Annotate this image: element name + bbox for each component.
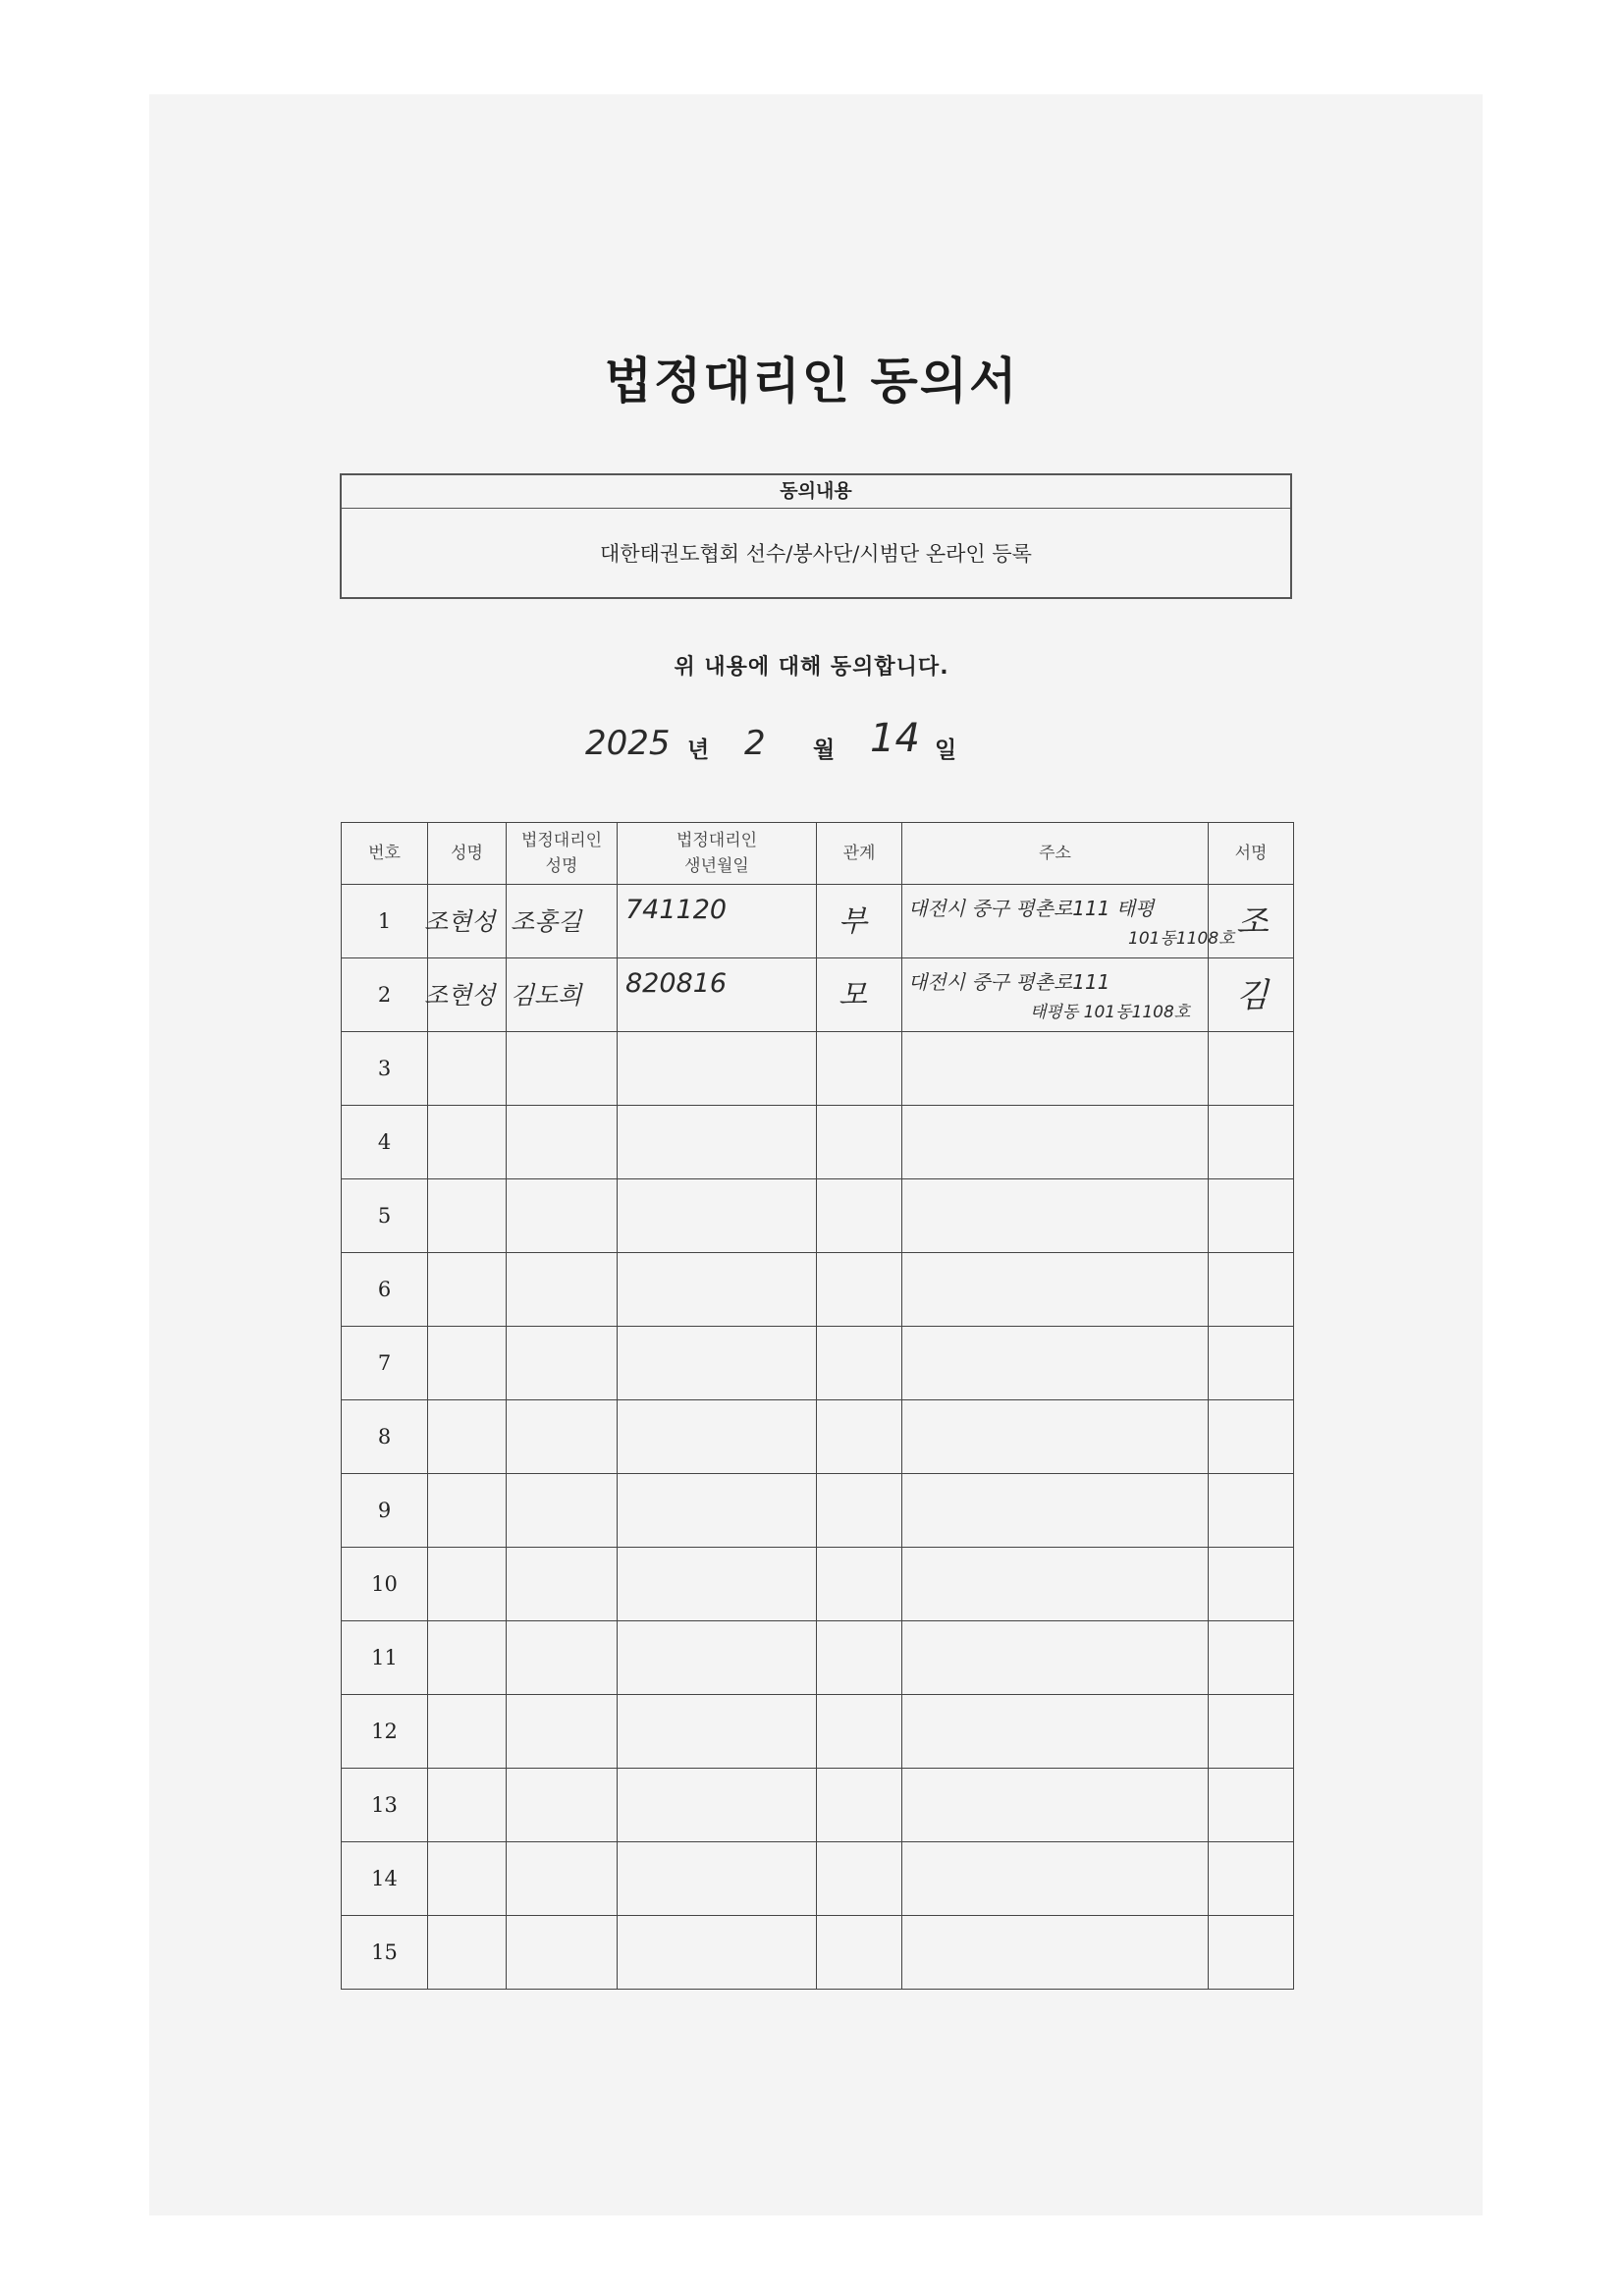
guardian-birth-handwriting: 820816: [625, 968, 728, 999]
name-handwriting: 조현성: [424, 907, 496, 936]
header-guardian-name: [507, 823, 618, 885]
guardian-birth-handwriting: 741120: [625, 895, 728, 925]
row-number-cell: 6: [342, 1253, 428, 1327]
name-cell: [428, 1916, 507, 1990]
address-cell: [902, 1327, 1209, 1400]
signature-cell: [1209, 1327, 1294, 1400]
address-cell: [902, 1548, 1209, 1621]
row-number-cell: 15: [342, 1916, 428, 1990]
table-row: [342, 1621, 1294, 1695]
name-cell: [428, 1695, 507, 1769]
relation-cell: [817, 1548, 902, 1621]
address-cell: [902, 1474, 1209, 1548]
date-line: [579, 716, 1070, 779]
guardian-birth-cell: [618, 1769, 817, 1842]
table-row: [342, 1769, 1294, 1842]
relation-cell: [817, 1695, 902, 1769]
guardian-birth-cell: [618, 1621, 817, 1695]
relation-cell: [817, 1400, 902, 1474]
table-row: [342, 1548, 1294, 1621]
header-guardian-birth-line2: 생년월일: [684, 856, 749, 876]
signature-cell: [1209, 1400, 1294, 1474]
relation-cell: [817, 1327, 902, 1400]
guardian-name-handwriting: 조홍길: [511, 907, 582, 936]
name-cell: [428, 1253, 507, 1327]
table-row: [342, 1400, 1294, 1474]
relation-cell: [817, 1253, 902, 1327]
name-cell: [428, 1327, 507, 1400]
header-signature: 서명: [1209, 823, 1294, 885]
guardian-name-cell: [507, 1769, 618, 1842]
guardian-birth-cell: [618, 885, 817, 958]
guardian-name-cell: [507, 1842, 618, 1916]
table-row: [342, 1474, 1294, 1548]
table-row: [342, 1032, 1294, 1106]
name-cell: [428, 1842, 507, 1916]
address-cell: [902, 1769, 1209, 1842]
guardian-name-cell: [507, 1548, 618, 1621]
guardian-name-handwriting: 김도희: [511, 981, 582, 1010]
name-cell: [428, 1548, 507, 1621]
guardian-birth-cell: [618, 1842, 817, 1916]
address-cell: [902, 1621, 1209, 1695]
table-row: [342, 1179, 1294, 1253]
relation-cell: [817, 1621, 902, 1695]
date-year: 2025: [585, 724, 671, 763]
name-cell: [428, 1769, 507, 1842]
consent-box-content: 대한태권도협회 선수/봉사단/시범단 온라인 등록: [600, 542, 1032, 566]
header-guardian-name-line1: 법정대리인: [520, 831, 603, 850]
consent-box: [340, 473, 1292, 599]
address-cell: [902, 1179, 1209, 1253]
name-cell: [428, 1106, 507, 1179]
address-cell: [902, 958, 1209, 1032]
address-cell: [902, 1400, 1209, 1474]
signature-cell: [1209, 1916, 1294, 1990]
signature-handwriting: 조: [1236, 902, 1269, 942]
relation-cell: [817, 1842, 902, 1916]
relation-cell: [817, 958, 902, 1032]
row-number-cell: 1: [342, 885, 428, 958]
guardian-birth-cell: [618, 1253, 817, 1327]
relation-cell: [817, 1032, 902, 1106]
relation-handwriting: 부: [839, 904, 867, 939]
address-line2-handwriting: 101동1108호: [1128, 929, 1235, 949]
signature-cell: [1209, 1621, 1294, 1695]
guardian-name-cell: [507, 1106, 618, 1179]
signature-cell: [1209, 1253, 1294, 1327]
guardian-name-cell: [507, 1621, 618, 1695]
guardian-name-cell: [507, 1695, 618, 1769]
table-row: [342, 1842, 1294, 1916]
address-cell: [902, 1106, 1209, 1179]
relation-cell: [817, 1769, 902, 1842]
address-cell: [902, 1695, 1209, 1769]
address-cell: [902, 1916, 1209, 1990]
guardian-name-cell: [507, 1400, 618, 1474]
signature-handwriting: 김: [1236, 976, 1269, 1015]
relation-handwriting: 모: [839, 978, 867, 1012]
row-number-cell: 10: [342, 1548, 428, 1621]
name-cell: [428, 1032, 507, 1106]
row-number-cell: 7: [342, 1327, 428, 1400]
table-row: [342, 958, 1294, 1032]
relation-cell: [817, 1106, 902, 1179]
row-number-cell: 2: [342, 958, 428, 1032]
guardian-name-cell: [507, 1032, 618, 1106]
signature-cell: [1209, 1106, 1294, 1179]
address-cell: [902, 1253, 1209, 1327]
header-no: 번호: [342, 823, 428, 885]
row-number-cell: 12: [342, 1695, 428, 1769]
guardian-name-cell: [507, 1916, 618, 1990]
date-year-label: 년: [687, 737, 710, 763]
header-address: 주소: [902, 823, 1209, 885]
guardian-birth-cell: [618, 1032, 817, 1106]
guardian-birth-cell: [618, 1695, 817, 1769]
guardian-birth-cell: [618, 1400, 817, 1474]
table-row: [342, 1916, 1294, 1990]
document-title: 법정대리인 동의서: [604, 353, 1019, 410]
row-number-cell: 11: [342, 1621, 428, 1695]
guardian-name-cell: [507, 1327, 618, 1400]
signature-cell: [1209, 1032, 1294, 1106]
address-line1-handwriting: 대전시 중구 평촌로111: [908, 970, 1110, 994]
address-line2-handwriting: 태평동 101동1108호: [1030, 1003, 1191, 1022]
row-number-cell: 9: [342, 1474, 428, 1548]
guardian-birth-cell: [618, 1106, 817, 1179]
guardian-name-cell: [507, 1179, 618, 1253]
signature-cell: [1209, 885, 1294, 958]
guardian-table: [341, 822, 1294, 1990]
signature-cell: [1209, 1548, 1294, 1621]
guardian-birth-cell: [618, 1548, 817, 1621]
guardian-birth-cell: [618, 1474, 817, 1548]
table-row: [342, 885, 1294, 958]
header-guardian-name-line2: 성명: [545, 856, 578, 876]
row-number-cell: 5: [342, 1179, 428, 1253]
date-month-label: 월: [813, 737, 836, 763]
signature-cell: [1209, 1842, 1294, 1916]
table-row: [342, 1253, 1294, 1327]
consent-box-header: 동의내용: [342, 475, 1290, 509]
date-day: 14: [870, 716, 920, 761]
row-number-cell: 14: [342, 1842, 428, 1916]
row-number-cell: 8: [342, 1400, 428, 1474]
row-number-cell: 3: [342, 1032, 428, 1106]
table-row: [342, 1327, 1294, 1400]
name-cell: [424, 885, 507, 958]
guardian-birth-cell: [618, 1916, 817, 1990]
header-guardian-birth: [618, 823, 817, 885]
table-row: [342, 1106, 1294, 1179]
relation-cell: [817, 885, 902, 958]
header-name: 성명: [428, 823, 507, 885]
name-cell: [428, 1621, 507, 1695]
date-month: 2: [744, 724, 766, 763]
row-number-cell: 13: [342, 1769, 428, 1842]
signature-cell: [1209, 1695, 1294, 1769]
guardian-birth-cell: [618, 958, 817, 1032]
signature-cell: [1209, 1474, 1294, 1548]
address-cell: [902, 1842, 1209, 1916]
name-cell: [428, 1179, 507, 1253]
relation-cell: [817, 1916, 902, 1990]
header-guardian-birth-line1: 법정대리인: [676, 831, 758, 850]
signature-cell: [1209, 1179, 1294, 1253]
table-header-row: [342, 823, 1294, 885]
name-handwriting: 조현성: [424, 981, 496, 1010]
relation-cell: [817, 1179, 902, 1253]
guardian-birth-cell: [618, 1327, 817, 1400]
guardian-name-cell: [507, 885, 618, 958]
address-cell: [902, 885, 1235, 958]
header-relation: 관계: [817, 823, 902, 885]
relation-cell: [817, 1474, 902, 1548]
table-row: [342, 1695, 1294, 1769]
guardian-name-cell: [507, 958, 618, 1032]
name-cell: [424, 958, 507, 1032]
date-day-label: 일: [935, 737, 957, 763]
agreement-text: 위 내용에 대해 동의합니다.: [674, 655, 949, 680]
name-cell: [428, 1474, 507, 1548]
row-number-cell: 4: [342, 1106, 428, 1179]
guardian-birth-cell: [618, 1179, 817, 1253]
address-cell: [902, 1032, 1209, 1106]
signature-cell: [1209, 1769, 1294, 1842]
guardian-name-cell: [507, 1474, 618, 1548]
address-line1-handwriting: 대전시 중구 평촌로111 태평: [908, 897, 1155, 920]
guardian-name-cell: [507, 1253, 618, 1327]
signature-cell: [1209, 958, 1294, 1032]
name-cell: [428, 1400, 507, 1474]
